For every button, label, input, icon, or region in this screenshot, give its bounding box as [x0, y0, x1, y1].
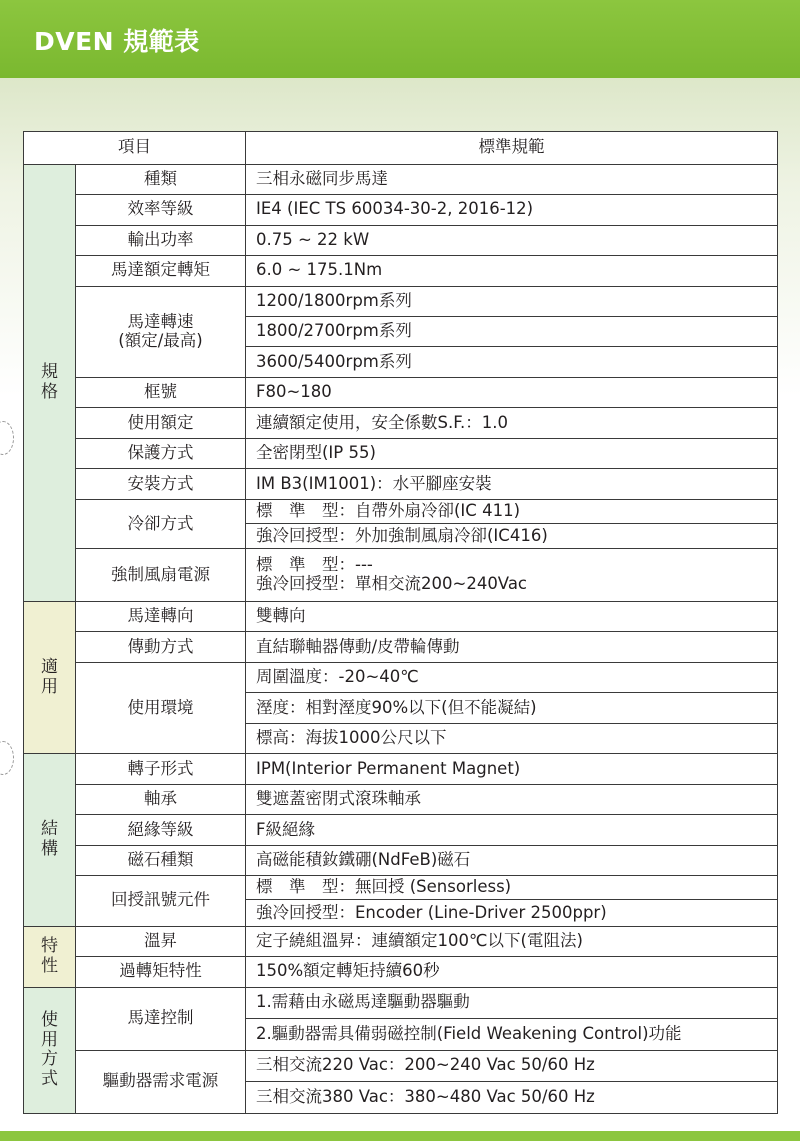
- row-label: 種類: [76, 164, 246, 194]
- row-label: 磁石種類: [76, 845, 246, 875]
- row-value: IM B3(IM1001)：水平腳座安裝: [246, 469, 778, 499]
- row-value: 強冷回授型：Encoder (Line-Driver 2500ppr): [246, 900, 778, 926]
- row-value: 3600/5400rpm系列: [246, 347, 778, 377]
- row-label: 回授訊號元件: [76, 876, 246, 926]
- row-label: 溫昇: [76, 926, 246, 956]
- table-row: [24, 469, 778, 499]
- row-value: 6.0 ~ 175.1Nm: [246, 256, 778, 286]
- row-value: F級絕緣: [246, 815, 778, 845]
- category-feature: 特 性: [24, 926, 76, 987]
- category-spec: 規 格: [24, 164, 76, 601]
- row-value: 1200/1800rpm系列: [246, 286, 778, 316]
- row-value: 連續額定使用，安全係數S.F.：1.0: [246, 408, 778, 438]
- table-row: [24, 601, 778, 631]
- row-value: 0.75 ~ 22 kW: [246, 225, 778, 255]
- row-value: 定子繞組溫昇：連續額定100℃以下(電阻法): [246, 926, 778, 956]
- table-row: [24, 662, 778, 692]
- category-usage: 使 用 方 式: [24, 987, 76, 1113]
- row-label: 馬達轉向: [76, 601, 246, 631]
- table-row: [24, 195, 778, 225]
- table-row: [24, 1050, 778, 1082]
- row-value: 三相交流380 Vac：380~480 Vac 50/60 Hz: [246, 1082, 778, 1114]
- table-row: [24, 845, 778, 875]
- table-row: [24, 876, 778, 900]
- table-row: [24, 549, 778, 602]
- row-value: 直結聯軸器傳動/皮帶輪傳動: [246, 632, 778, 662]
- table-row: [24, 632, 778, 662]
- row-value: 周圍溫度：-20~40℃: [246, 662, 778, 692]
- row-value: 標 準 型：自帶外扇冷卻(IC 411): [246, 499, 778, 523]
- row-label: 冷卻方式: [76, 499, 246, 548]
- row-value: 溼度：相對溼度90%以下(但不能凝結): [246, 693, 778, 723]
- row-label-speed: 馬達轉速 (額定/最高): [76, 286, 246, 377]
- table-row: [24, 784, 778, 814]
- row-value: 全密閉型(IP 55): [246, 438, 778, 468]
- row-value: 150%額定轉矩持續60秒: [246, 957, 778, 987]
- row-value: 高磁能積釹鐵硼(NdFeB)磁石: [246, 845, 778, 875]
- row-value: F80~180: [246, 377, 778, 407]
- row-label: 使用環境: [76, 662, 246, 753]
- row-value: 標高：海拔1000公尺以下: [246, 723, 778, 753]
- table-row: [24, 286, 778, 316]
- row-label: 絕緣等級: [76, 815, 246, 845]
- table-row: [24, 987, 778, 1019]
- row-label: 馬達控制: [76, 987, 246, 1050]
- row-label: 傳動方式: [76, 632, 246, 662]
- row-label: 使用額定: [76, 408, 246, 438]
- spec-table: [23, 131, 778, 1114]
- table-row: [24, 438, 778, 468]
- row-value: 1.需藉由永磁馬達驅動器驅動: [246, 987, 778, 1019]
- category-apply: 適 用: [24, 601, 76, 753]
- row-label: 轉子形式: [76, 754, 246, 784]
- row-label: 框號: [76, 377, 246, 407]
- table-row: [24, 754, 778, 784]
- row-value: 1800/2700rpm系列: [246, 317, 778, 347]
- row-label: 強制風扇電源: [76, 549, 246, 602]
- table-row: [24, 815, 778, 845]
- row-value: IPM(Interior Permanent Magnet): [246, 754, 778, 784]
- header-banner: [0, 0, 800, 78]
- row-value: 2.驅動器需具備弱磁控制(Field Weakening Control)功能: [246, 1019, 778, 1051]
- row-value: 強冷回授型：外加強制風扇冷卻(IC416): [246, 524, 778, 549]
- table-row: [24, 957, 778, 987]
- category-structure: 結 構: [24, 754, 76, 926]
- row-label: 過轉矩特性: [76, 957, 246, 987]
- table-row: [24, 225, 778, 255]
- table-row: [24, 377, 778, 407]
- row-label: 安裝方式: [76, 469, 246, 499]
- row-value: 標 準 型：無回授 (Sensorless): [246, 876, 778, 900]
- row-value: 三相永磁同步馬達: [246, 164, 778, 194]
- row-value: 三相交流220 Vac：200~240 Vac 50/60 Hz: [246, 1050, 778, 1082]
- footer-bar: [0, 1131, 800, 1141]
- row-label: 軸承: [76, 784, 246, 814]
- decorative-dashed-arc: [0, 421, 14, 455]
- column-header-spec: 標準規範: [246, 132, 778, 165]
- row-label: 效率等級: [76, 195, 246, 225]
- row-value: 雙遮蓋密閉式滾珠軸承: [246, 784, 778, 814]
- table-row: [24, 408, 778, 438]
- row-value-multiline: 標 準 型：--- 強冷回授型：單相交流200~240Vac: [246, 549, 778, 602]
- row-label: 保護方式: [76, 438, 246, 468]
- row-label: 輸出功率: [76, 225, 246, 255]
- table-header-row: [24, 132, 778, 165]
- row-value: 雙轉向: [246, 601, 778, 631]
- row-label: 馬達額定轉矩: [76, 256, 246, 286]
- row-label: 驅動器需求電源: [76, 1050, 246, 1113]
- table-row: [24, 926, 778, 956]
- table-row: [24, 499, 778, 523]
- row-value: IE4 (IEC TS 60034-30-2, 2016-12): [246, 195, 778, 225]
- page-title: DVEN 規範表: [34, 27, 200, 56]
- table-row: [24, 164, 778, 194]
- column-header-item: 項目: [24, 132, 246, 165]
- table-row: [24, 256, 778, 286]
- decorative-dashed-arc: [0, 741, 14, 775]
